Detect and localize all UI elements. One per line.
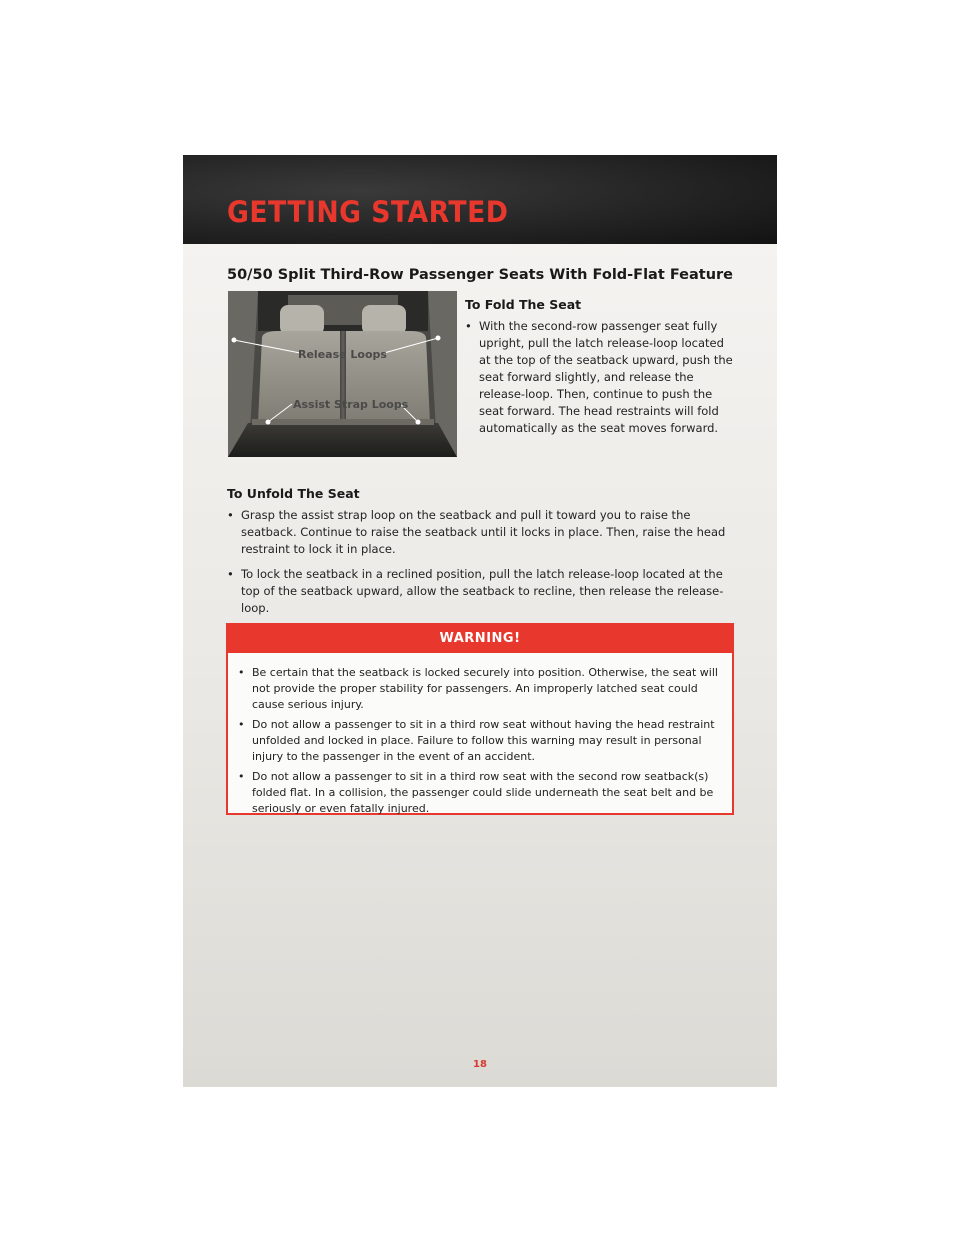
list-item: • To lock the seatback in a reclined position, pull the latch release-loop located at the top of the seatback upward, allow the seatback to recline, then release the release-loop. xyxy=(227,566,737,617)
warning-title: WARNING! xyxy=(228,625,732,653)
fold-title: To Fold The Seat xyxy=(465,297,582,312)
section-title: 50/50 Split Third-Row Passenger Seats With Fold-Flat Feature xyxy=(227,267,733,283)
seat-photo-image xyxy=(228,291,457,457)
warning-list xyxy=(238,665,724,821)
warning-box xyxy=(226,623,734,815)
list-item: • With the second-row passenger seat fully upright, pull the latch release-loop located at the top of the seatback upward, push the seat forward slightly, and release the release-loop. Then, continue to push the seat forward. The head restraints will fold automatically as the seat moves forward. xyxy=(465,318,735,437)
list-item: • Do not allow a passenger to sit in a third row seat without having the head restraint unfolded and locked in place. Failure to follow this warning may result in personal injury to the passenger in the event of an accident. xyxy=(238,717,724,765)
list-item: • Grasp the assist strap loop on the seatback and pull it toward you to raise the seatback. Continue to raise the seatback until it locks in place. Then, raise the head restraint to lock it in place. xyxy=(227,507,737,558)
assist-strap-loops-label: Assist Strap Loops xyxy=(293,398,409,411)
unfold-steps xyxy=(227,507,737,625)
release-loops-label: Release Loops xyxy=(298,348,387,361)
fold-steps xyxy=(465,318,735,445)
page-header xyxy=(183,155,777,244)
page-number: 18 xyxy=(473,1059,487,1070)
list-item: • Do not allow a passenger to sit in a third row seat with the second row seatback(s) folded flat. In a collision, the passenger could slide underneath the seat belt and be seriously or even fatally injured. xyxy=(238,769,724,817)
manual-page xyxy=(183,155,777,1087)
seat-photo xyxy=(228,291,457,457)
list-item: • Be certain that the seatback is locked securely into position. Otherwise, the seat will not provide the proper stability for passengers. An improperly latched seat could cause serious injury. xyxy=(238,665,724,713)
header-title: GETTING STARTED xyxy=(227,195,509,229)
unfold-title: To Unfold The Seat xyxy=(227,486,360,501)
